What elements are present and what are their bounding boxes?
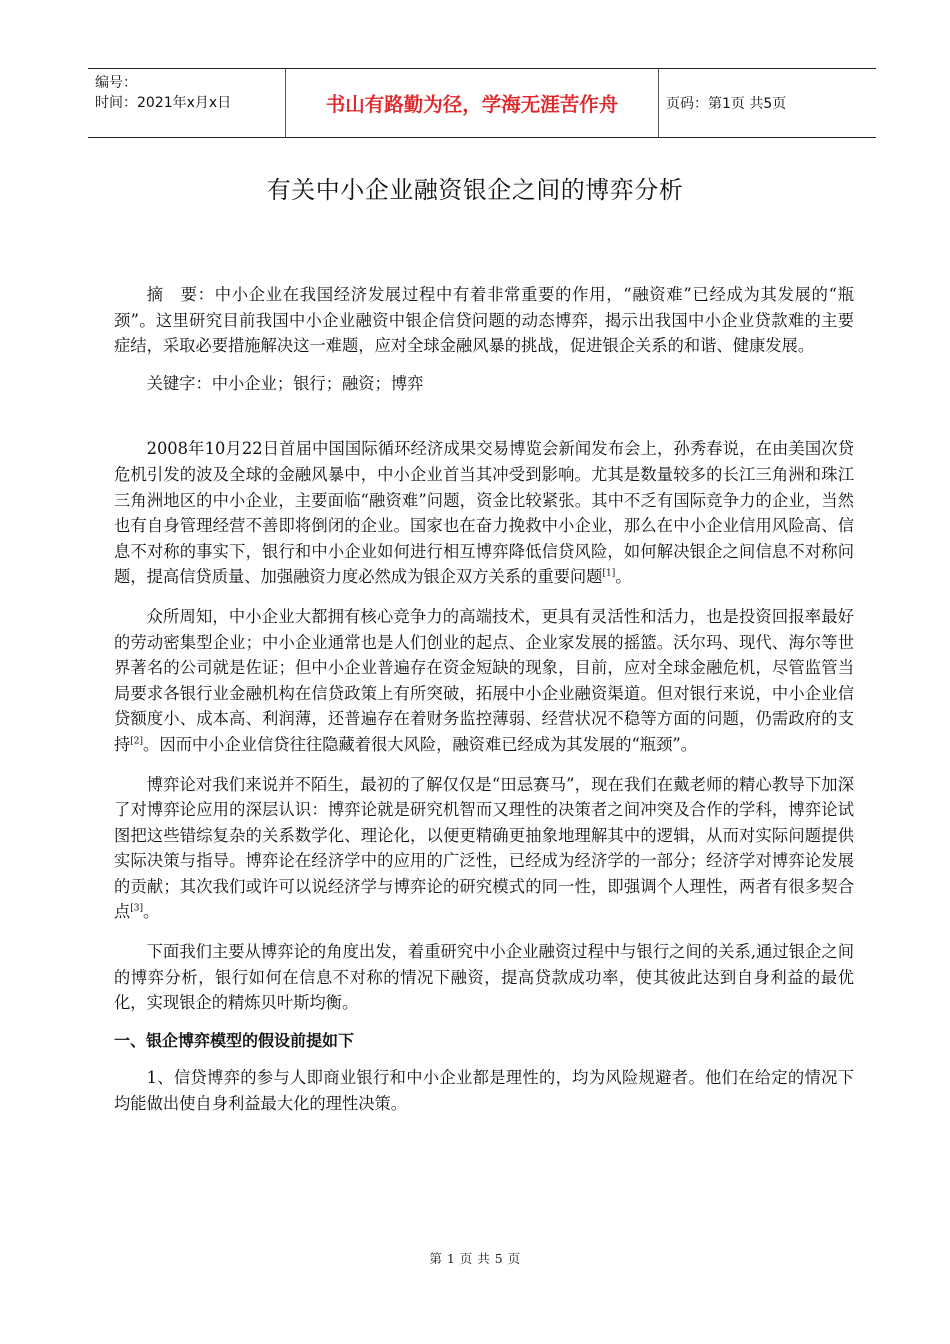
document-date-label: 时间：2021年x月x日: [95, 95, 232, 111]
citation-ref-1: [1]: [602, 568, 616, 579]
header-motto: 书山有路勤为径，学海无涯苦作舟: [286, 69, 659, 137]
citation-ref-2: [2]: [130, 736, 144, 747]
header-meta: [88, 69, 286, 137]
document-header: [88, 68, 876, 138]
body-paragraph-2: [114, 604, 854, 758]
citation-ref-3: [3]: [130, 904, 144, 915]
body-paragraph-4: 下面我们主要从博弈论的角度出发，着重研究中小企业融资过程中与银行之间的关系,通过银企之间的博弈分析，银行如何在信息不对称的情况下融资，提高贷款成功率，使其彼此达到自身利益的最优化，实现银企的精炼贝叶斯均衡。: [114, 942, 854, 1013]
header-page-label: 页码：第1页 共5页: [666, 96, 787, 112]
page-footer: 第 1 页 共 5 页: [429, 1251, 521, 1266]
body-paragraph-5: 1、信贷博弈的参与人即商业银行和中小企业都是理性的，均为风险规避者。他们在给定的情况下均能做出使自身利益最大化的理性决策。: [114, 1068, 854, 1114]
section-heading-1: 一、银企博弈模型的假设前提如下: [114, 1030, 355, 1050]
paragraph-end: 。因而中小企业信贷往往隐藏着很大风险，融资难已经成为其发展的“瓶颈”。: [143, 734, 697, 754]
document-number-label: 编号：: [95, 75, 137, 91]
abstract-paragraph: 摘 要：中小企业在我国经济发展过程中有着非常重要的作用，“融资难”已经成为其发展的“瓶颈”。这里研究目前我国中小企业融资中银企信贷问题的动态博弈，揭示出我国中小企业贷款难的主要症结，采取必要措施解决这一难题，应对全球金融风暴的挑战，促进银企关系的和谐、健康发展。: [114, 285, 854, 356]
paragraph-end: 。: [143, 902, 160, 922]
document-body: [114, 282, 854, 1117]
body-paragraph-1: [114, 436, 854, 590]
paragraph-text: 众所周知，中小企业大都拥有核心竞争力的高端技术，更具有灵活性和活力，也是投资回报率最好的劳动密集型企业；中小企业通常也是人们创业的起点、企业家发展的摇篮。沃尔玛、现代、海尔等世界著名的公司就是佐证；但中小企业普遍存在资金短缺的现象，目前，应对全球金融危机，尽管监管当局要求各银行业金融机构在信贷政策上有所突破，拓展中小企业融资渠道。但对银行来说，中小企业信贷额度小、成本高、利润薄，还普遍存在着财务监控薄弱、经营状况不稳等方面的问题，仍需政府的支持: [114, 606, 854, 754]
keywords-line: 关键字：中小企业；银行；融资；博弈: [146, 373, 424, 393]
paragraph-text: 博弈论对我们来说并不陌生，最初的了解仅仅是“田忌赛马”，现在我们在戴老师的精心教导下加深了对博弈论应用的深层认识：博弈论就是研究机智而又理性的决策者之间冲突及合作的学科，博弈论试图把这些错综复杂的关系数学化、理论化，以便更精确更抽象地理解其中的逻辑，从而对实际问题提供实际决策与指导。博弈论在经济学中的应用的广泛性，已经成为经济学的一部分；经济学对博弈论发展的贡献；其次我们或许可以说经济学与博弈论的研究模式的同一性，即强调个人理性，两者有很多契合点: [114, 774, 854, 922]
paragraph-text: 2008年10月22日首届中国国际循环经济成果交易博览会新闻发布会上，孙秀春说，在由美国次贷危机引发的波及全球的金融风暴中，中小企业首当其冲受到影响。尤其是数量较多的长江三角洲和珠江三角洲地区的中小企业，主要面临“融资难”问题，资金比较紧张。其中不乏有国际竞争力的企业，当然也有自身管理经营不善即将倒闭的企业。国家也在奋力挽救中小企业，那么在中小企业信用风险高、信息不对称的事实下，银行和中小企业如何进行相互博弈降低信贷风险，如何解决银企之间信息不对称问题，提高信贷质量、加强融资力度必然成为银企双方关系的重要问题: [114, 439, 854, 587]
document-title: 有关中小企业融资银企之间的博弈分析: [266, 176, 684, 204]
paragraph-end: 。: [615, 567, 632, 587]
body-paragraph-3: [114, 772, 854, 926]
